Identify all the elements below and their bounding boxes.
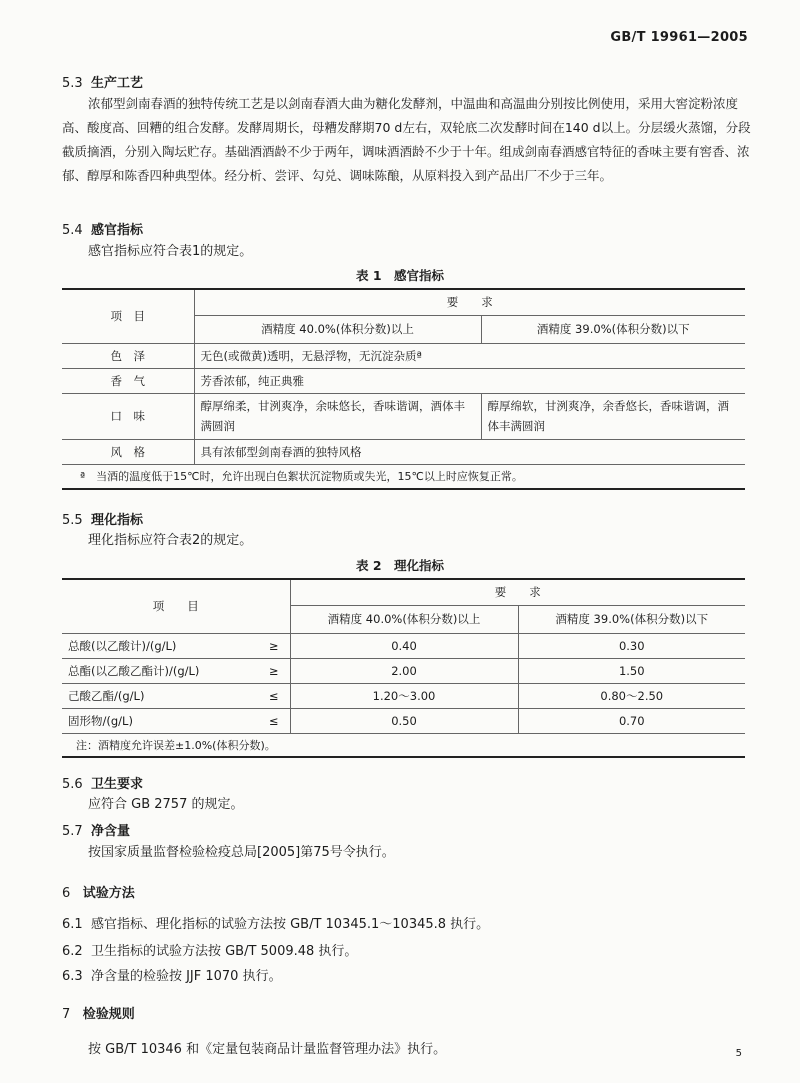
table-row [62,633,745,658]
table2-col-a-header: 酒精度 40.0%(体积分数)以上 [290,605,518,633]
table2-row-b: 0.30 [518,633,745,658]
table-row [62,439,745,464]
section-5-4-text: 感官指标应符合表1的规定。 [88,244,253,259]
section-number: 5.3 [62,76,83,91]
section-title: 感官指标 [90,223,143,238]
table2-row-b: 0.80～2.50 [518,683,745,708]
section-6-heading [62,882,135,901]
table2-row-b: 0.70 [518,708,745,733]
section-7-text: 按 GB/T 10346 和《定量包装商品计量监督管理办法》执行。 [88,1042,447,1057]
section-5-3-text: 浓郁型剑南春酒的独特传统工艺是以剑南春酒大曲为糖化发酵剂，中温曲和高温曲分别按比例使用，采用大窖淀粉浓度高、酸度高、回糟的组合发酵。发酵周期长，母糟发酵期70 d左右，双轮底二次发酵时间在140 d以上。分层缓火蒸馏，分段截质摘酒，分别入陶坛贮存。基础酒酒龄不少于两年，调味酒酒龄不少于十年。组成剑南春酒感官特征的香味主要有窖香、浓郁、醇厚和陈香四种典型体。经分析、尝评、勾兑、调味陈酿，从原料投入到产品出厂不少于三年。 [62,96,751,183]
table1-caption: 表 1 感官指标 [355,268,445,283]
table2-row-a: 0.40 [290,633,518,658]
item-number: 6.3 [62,969,83,984]
table-row [62,343,745,368]
table2-row-op: ≤ [258,683,290,708]
section-5-6-text: 应符合 GB 2757 的规定。 [88,797,244,812]
table1-col-a-header: 酒精度 40.0%(体积分数)以上 [194,315,481,343]
section-number: 5.7 [62,824,83,839]
table2-req-header: 要 求 [290,579,745,605]
item-number: 6.2 [62,944,83,959]
section-5-7-text: 按国家质量监督检验检疫总局[2005]第75号令执行。 [88,845,395,860]
table2-row-op: ≥ [258,658,290,683]
table2-row-item: 固形物/(g/L) [62,708,258,733]
table2-row-item: 己酸乙酯/(g/L) [62,683,258,708]
table2-item-header: 项 目 [62,579,290,633]
table2-col-b-header: 酒精度 39.0%(体积分数)以下 [518,605,745,633]
table-row [62,708,745,733]
item-number: 6.1 [62,917,83,932]
standard-number: GB/T 19961—2005 [610,30,748,45]
section-number: 7 [62,1007,71,1022]
section-5-5-text: 理化指标应符合表2的规定。 [88,533,253,548]
table-row [62,393,745,439]
table-row [62,368,745,393]
table2-row-a: 1.20～3.00 [290,683,518,708]
table2-row-a: 2.00 [290,658,518,683]
page-number: 5 [735,1048,742,1059]
table2-row-op: ≥ [258,633,290,658]
physicochemical-table [62,578,745,758]
item-text: 净含量的检验按 JJF 1070 执行。 [90,969,282,984]
section-title: 检验规则 [82,1007,135,1022]
section-6-2 [62,940,357,959]
section-number: 5.4 [62,223,83,238]
section-title: 净含量 [90,824,130,839]
table2-row-item: 总酯(以乙酸乙酯计)/(g/L) [62,658,258,683]
table2-row-op: ≤ [258,708,290,733]
table2-row-b: 1.50 [518,658,745,683]
section-5-5-heading [62,509,143,528]
table1-row-item: 香 气 [62,368,194,393]
item-text: 感官指标、理化指标的试验方法按 GB/T 10345.1～10345.8 执行。 [90,917,490,932]
table1-col-b-header: 酒精度 39.0%(体积分数)以下 [481,315,745,343]
section-5-3-body [62,92,752,188]
table2-caption: 表 2 理化指标 [355,558,445,573]
table1-row-value: 具有浓郁型剑南春酒的独特风格 [194,439,745,464]
section-title: 理化指标 [90,513,143,528]
item-text: 卫生指标的试验方法按 GB/T 5009.48 执行。 [90,944,358,959]
table1-row-value-a: 醇厚绵柔，甘洌爽净，余味悠长，香味谐调，酒体丰满圆润 [194,393,481,439]
table2-row-item: 总酸(以乙酸计)/(g/L) [62,633,258,658]
table-row [62,658,745,683]
table-row [62,683,745,708]
section-5-3-heading [62,72,143,91]
section-title: 卫生要求 [90,777,143,792]
table1-row-item: 口 味 [62,393,194,439]
section-7-heading [62,1003,135,1022]
section-title: 生产工艺 [90,76,143,91]
section-5-6-heading [62,773,143,792]
table1-row-item: 色 泽 [62,343,194,368]
section-5-7-heading [62,820,130,839]
section-number: 5.6 [62,777,83,792]
table2-note: 注：酒精度允许误差±1.0%(体积分数)。 [62,733,745,757]
section-number: 6 [62,886,71,901]
table1-footnote: ª 当酒的温度低于15℃时，允许出现白色絮状沉淀物质或失光，15℃以上时应恢复正常。 [62,464,745,489]
sensory-table [62,288,745,490]
section-6-3 [62,965,282,984]
table2-row-a: 0.50 [290,708,518,733]
table1-row-value: 无色(或微黄)透明，无悬浮物，无沉淀杂质ª [194,343,745,368]
table1-item-header: 项 目 [62,289,194,343]
section-6-1 [62,913,489,932]
table1-row-value: 芳香浓郁，纯正典雅 [194,368,745,393]
table1-req-header: 要 求 [194,289,745,315]
table1-row-item: 风 格 [62,439,194,464]
table1-row-value-b: 醇厚绵软，甘洌爽净，余香悠长，香味谐调，酒体丰满圆润 [481,393,745,439]
section-5-4-heading [62,219,143,238]
section-number: 5.5 [62,513,83,528]
section-title: 试验方法 [82,886,135,901]
